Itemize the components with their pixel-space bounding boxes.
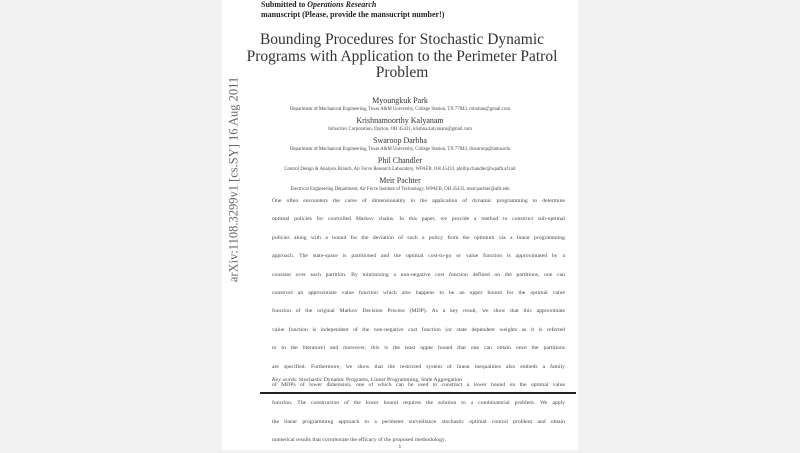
abstract-line: numerical results that corroborate the efficacy of the proposed methodology. (272, 437, 446, 444)
abstract-line: are specified. Furthermore, we show that the restricted system of linear inequalities also embeds a family (272, 363, 565, 370)
paper-title: Bounding Procedures for Stochastic Dynamic Programs with Application to the Perimeter Patrol Problem (246, 31, 558, 81)
paper-page (222, 0, 578, 450)
abstract-line: function of the original Markov Decision Process (MDP). As a key result, we show that this approximate (272, 308, 565, 315)
abstract-line: to in the literature) and moreover, this is the least upper bound that one can obtain once the partitions (272, 345, 565, 352)
keywords-label: Key words (272, 377, 296, 383)
abstract (272, 196, 565, 453)
abstract-line: of MDPs of lower dimension, one of which can be used to construct a lower bound on the optimal value (272, 381, 565, 388)
abstract-line: value function is independent of the non-negative cost function (or state dependent weights as it is referred (272, 326, 565, 333)
abstract-line: approach. The state-space is partitioned and the optimal cost-to-go or value function is approximated by a (272, 253, 565, 260)
author-affiliation: Control Design & Analysis Branch, Air Force Research Laboratory, WPAFB, OH 45433, phillip.chandler@wpafb.af.mil (284, 167, 516, 172)
abstract-line: One often encounters the curse of dimensionality in the application of dynamic programming to determine (272, 198, 565, 204)
journal-header (261, 0, 444, 20)
keywords-text: : Stochastic Dynamic Programs, Linear Programming, State Aggregation (295, 377, 462, 383)
abstract-line: policies along with a bound for the deviation of such a policy from the optimum via a linear programming (272, 234, 565, 241)
abstract-line: optimal policies for controlled Markov chains. In this paper, we provide a method to construct sub-optimal (272, 216, 565, 223)
author-affiliation: Department of Mechanical Engineering, Texas A&M University, College Station, TX 77843, dswaroop@tamu.edu (289, 147, 511, 152)
abstract-line: function. The construction of the lower bound requires the solution to a combinatorial problem. We apply (272, 400, 565, 407)
manuscript-note: manuscript (Please, provide the mansucript number!) (261, 10, 445, 19)
author-name: Phil Chandler (377, 156, 423, 165)
author-affiliation: Electrical Engineering Department, Air Force Institute of Technology, WPAFB, OH 45433, meir.pachter@afit.edu (290, 187, 510, 192)
author-affiliation: Department of Mechanical Engineering, Texas A&M University, College Station, TX 77843, robotian@gmail.com (289, 107, 511, 112)
header-prefix: Submitted to (261, 0, 308, 9)
author-affiliation: Infoscitex Corporation, Dayton, OH 45431, krishna.kalyanam@gmail.com (328, 127, 472, 132)
arxiv-stamp: arXiv:1108.3299v1 [cs.SY] 16 Aug 2011 (226, 76, 241, 283)
author-name: Myoungkuk Park (372, 96, 428, 105)
page-number: 1 (398, 444, 402, 450)
author-name: Krishnamoorthy Kalyanam (356, 116, 444, 125)
divider (260, 392, 576, 394)
author-name: Meir Pachter (379, 176, 421, 185)
abstract-line: constant over each partition. By minimizing a non-negative cost function defined on the partitions, one can (272, 271, 565, 278)
keywords (272, 377, 462, 383)
author-name: Swaroop Darbha (373, 136, 427, 145)
journal-name: Operations Research (307, 0, 377, 9)
abstract-line: construct an approximate value function which also happens to be an upper bound for the optimal value (272, 289, 565, 296)
abstract-line: the linear programming approach to a perimeter surveillance stochastic optimal control problem and obtain (272, 418, 565, 425)
